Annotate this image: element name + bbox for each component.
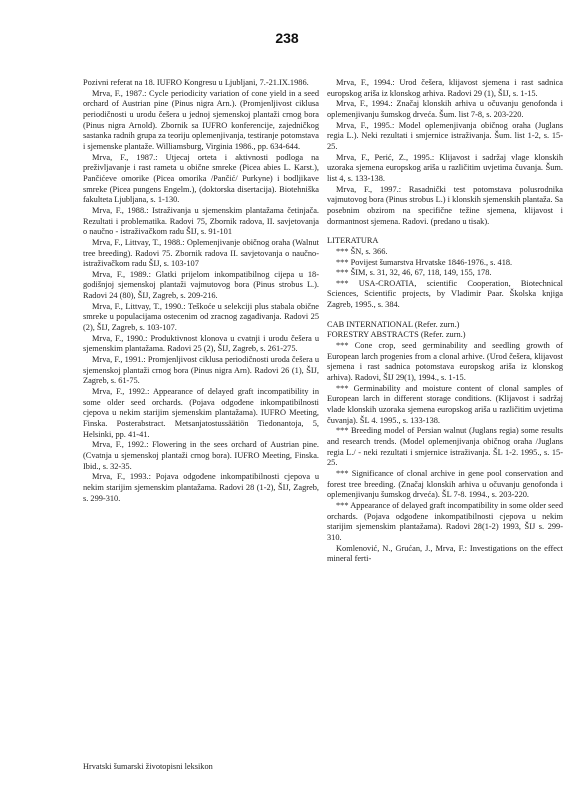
reference-entry: Mrva, F., 1997.: Rasadnički test potomstava polusrodnika vajmutovog bora (Pinus strobus L.) i klonskih sjemenskih plantaža. Sa posebnim obzirom na specifične težine sjemena, klijavost i dormantnost sjemena. Radovi. (predano u tisak). (327, 184, 563, 226)
left-column (83, 78, 319, 504)
reference-entry: Mrva, F., 1994.: Značaj klonskih arhiva u očuvanju genofonda i oplemenjivanju šumskog drveća. Šum. list 7-8, s. 203-220. (327, 99, 563, 119)
reference-entry: Mrva, F., 1987.: Utjecaj orteta i aktivnosti podloga na preživljavanje i rast rameta u obične smreke (Picea abies L. Karst.), Pančićeve omorike (Picea omorika /Pančić/ Purkyne) i bodljikave smreke (Picea pungens Engelm.), (doktorska disertacija). Biotehniška fakulteta Ljubljana, s. 1-130. (83, 152, 319, 205)
footer-title: Hrvatski šumarski životopisni leksikon (83, 762, 213, 771)
abstract-entry: *** Breeding model of Persian walnut (Juglans regia) some results and research trends. (Model oplemenjivanja običnog oraha /Juglans regia L./ - neki rezultati i smjernice istraživanja. ŠL 1-2. 1995., s. 15-25. (327, 426, 563, 468)
literature-entry: *** ŠIM, s. 31, 32, 46, 67, 118, 149, 155, 178. (336, 268, 492, 278)
reference-entry: Mrva, F., 1992.: Appearance of delayed graft incompatibility in some older seed orchards. (Pojava odgođene inkompatibilnosti cjepova u nekim starijim sjemenskim plantažama). IUFRO Meeting, Finska. Posterabstract. Metsanjatostussäätiön Tiedonantoja, 5, Helsinki, pp. 41-41. (83, 387, 319, 439)
cab-heading: CAB INTERNATIONAL (Refer. zurn.) (327, 319, 460, 329)
reference-entry: Mrva, F., 1987.: Cycle periodicity variation of cone yield in a seed orchard of Austrian pine (Pinus nigra Arn.). (Promjenljivost ciklusa periodičnosti u urodu češera u jednoj sjemenskoj plantaži crnog bora (Pinus nigra Arnold). Zbornik sa IUFRO konferencije, zajedničkog sastanka radnih grupa za teoriju oplemenjivanja, testiranje potomstava i sjemenske plantaže. Williamsburg, Virginia 1986., pp. 634-644. (83, 88, 319, 151)
reference-entry: Mrva, F., 1988.: Istraživanja u sjemenskim plantažama četinjača. Rezultati i problematika. Radovi 75, Zbornik radova, II. savjetovanja o naučno - istraživačkom radu ŠIJ, s. 91-101 (83, 205, 319, 237)
reference-entry: Mrva, F., 1995.: Model oplemenjivanja običnog oraha (Juglans regia L.). Neki rezultati i smjernice istraživanja. Šum. list 1-2, s. 15-25. (327, 120, 563, 151)
literature-entry: *** USA-CROATIA, scientific Cooperation, Biotechnical Sciences, Scientific projects, by Vladimir Paar. Školska knjiga Zagreb, 1995., s. 384. (327, 278, 563, 310)
forestry-abstracts-heading: FORESTRY ABSTRACTS (Refer. zurn.) (327, 330, 466, 340)
reference-entry: Mrva, F., 1993.: Pojava odgođene inkompatibilnosti cjepova u nekim starijim sjemenskim plantažama. Radovi 28 (1-2), ŠIJ, Zagreb, s. 299-310. (83, 472, 319, 503)
reference-entry: Pozivni referat na 18. IUFRO Kongresu u Ljubljani, 7.-21.IX.1986. (83, 78, 309, 87)
literature-entry: *** ŠN, s. 366. (336, 246, 388, 256)
abstract-entry: *** Significance of clonal archive in gene pool conservation and forest tree breeding. (Značaj klonskih arhiva u očuvanju genofonda i oplemenjivanju šumskog drveća). ŠL 7-8. 1994., s. 203-220. (327, 468, 563, 500)
reference-entry: Mrva, F., 1992.: Flowering in the sees orchard of Austrian pine. (Cvatnja u sjemenskoj plantaži crnog bora). IUFRO Meeting, Finska. Ibid., s. 32-35. (83, 440, 319, 471)
right-column (327, 78, 563, 565)
reference-entry: Mrva, F., 1989.: Glatki prijelom inkompatibilnog cijepa u 18-godišnjoj sjemenskoj plantaži vajmutovog bora (Pinus strobus L.). Radovi 24 (80), ŠIJ, Zagreb, s. 209-216. (83, 269, 319, 301)
reference-entry: Mrva, F., Perić, Z., 1995.: Klijavost i sadržaj vlage klonskih uzoraka sjemena europskog ariša u različitim uvjetima čuvanja. Šum. list 4, s. 133-138. (327, 152, 563, 183)
page-number: 238 (275, 30, 299, 46)
literatura-heading: LITERATURA (327, 236, 379, 246)
abstract-entry: *** Germinability and moisture content of clonal samples of European larch in different storage conditions. (Klijavost i sadržaj vlade klonskih uzoraka sjemena europskog ariša u različitim uvjetima čuvanja). ŠL 4. 1995., s. 133-138. (327, 383, 563, 425)
abstract-entry: *** Cone crop, seed germinability and seedling growth of European larch progenies from a clonal arhive. (Urod češera, klijavost sjemena i rast sadnica potomstava europskog ariša iz klonskog arhiva). Radovi, ŠIJ 29(1), 1994., s. 1-15. (327, 341, 563, 383)
literature-entry: *** Povijest šumarstva Hrvatske 1846-1976., s. 418. (336, 257, 513, 267)
reference-entry: Mrva, F., 1994.: Urod češera, klijavost sjemena i rast sadnica europskog ariša iz klonskog arhiva. Radovi 29 (1), ŠIJ, s. 1-15. (327, 78, 563, 98)
reference-entry: Mrva, F., 1991.: Promjenljivost ciklusa periodičnosti uroda češera u sjemenskoj plantaži crnog bora (Pinus nigra Arn). Radovi 26 (1), ŠIJ, Zagreb, s. 61-75. (83, 355, 319, 386)
reference-entry: Mrva, F., Littvay, T., 1988.: Oplemenjivanje običnog oraha (Walnut tree breeding). Radovi 75. Zbornik radova II. savjetovanja o naučno-istraživačkom radu ŠIJ, s. 103-107 (83, 237, 319, 269)
abstract-entry: *** Appearance of delayed graft incompatibility in some older seed orchards. (Pojava odgođene inkompatibilnosti cjepova u nekim starijim sjemenskim plantažama). Radovi 28(1-2) 1993, ŠIJ s. 299-310. (327, 500, 563, 542)
reference-entry: Mrva, F., 1990.: Produktivnost klonova u cvatnji i urodu češera u sjemenskim plantažama. Radovi 25 (2), ŠIJ, Zagreb, s. 261-275. (83, 333, 319, 354)
abstract-entry: Komlenović, N., Grućan, J., Mrva, F.: Investigations on the effect mineral ferti- (327, 543, 563, 564)
reference-entry: Mrva, F., Littvay, T., 1990.: Teškoće u selekciji plus stabala obične smreke u populacijama ostecenim od zracnog zagađivanja. Radovi 25 (2), ŠIJ, Zagreb, s. 103-107. (83, 301, 319, 333)
